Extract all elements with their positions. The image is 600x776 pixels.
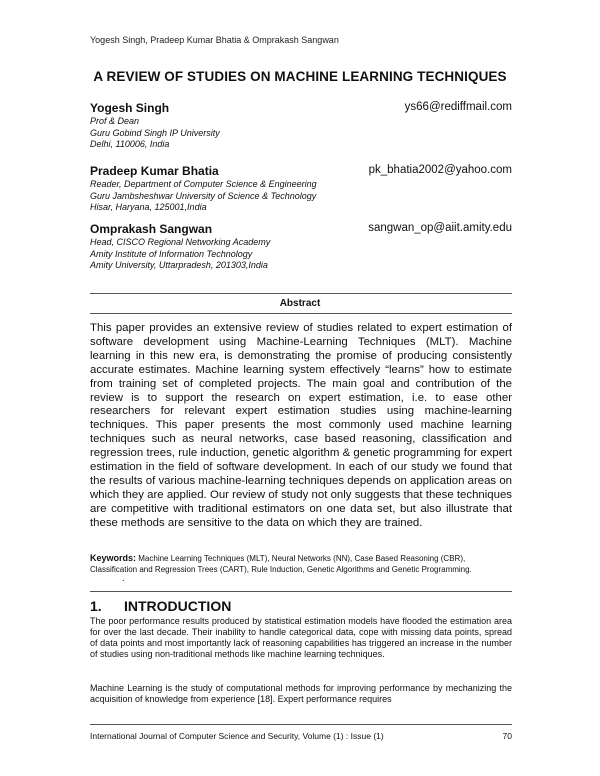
- author-name: Pradeep Kumar Bhatia: [90, 164, 219, 178]
- author-block: [90, 101, 512, 151]
- paper-title: A REVIEW OF STUDIES ON MACHINE LEARNING TECHNIQUES: [93, 69, 507, 84]
- affiliation-line: Head, CISCO Regional Networking Academy: [90, 237, 271, 247]
- author-block: [90, 164, 512, 214]
- page-number: 70: [502, 731, 512, 741]
- affiliation-line: Delhi, 110006, India: [90, 139, 170, 150]
- affiliation-line: Prof & Dean: [90, 116, 140, 126]
- author-block: [90, 222, 512, 272]
- abstract-text: This paper provides an extensive review of studies related to expert estimation of software development using Machine-Learning Techniques (MLT). Machine learning in this new era, is demonstrating the promise of producing consistently accurate estimates. Machine learning system effectively “learns” how to estimate from training set of completed projects. The main goal and contribution of the review is to support the research on expert estimation, i.e. to ease other researchers for relevant expert estimation studies using machine-learning techniques. This paper presents the most commonly used machine learning techniques such as neural networks, case based reasoning, classification and regression trees, rule induction, genetic algorithm & genetic programming for expert estimation in the field of software development. In each of our study we found that the results of various machine-learning techniques depends on application areas on which they are applied. Our review of study not only suggests that these techniques are competitive with traditional estimators on one data set, but also illustrate that these methods are sensitive to the data on which they are trained.: [90, 322, 512, 529]
- affiliation-line: Guru Jambsheshwar University of Science & Technology: [90, 190, 317, 201]
- section-heading: [90, 598, 231, 614]
- section-number: 1.: [90, 598, 102, 614]
- affiliation-line: Amity University, Uttarpradesh, 201303,India: [90, 260, 268, 271]
- footer-rule: [90, 724, 512, 725]
- author-name: Yogesh Singh: [90, 101, 170, 115]
- intro-paragraph: Machine Learning is the study of computational methods for improving performance by mechanizing the acquisition of knowledge from experience [18]. Expert performance requires: [90, 683, 512, 704]
- abstract-top-rule: [90, 293, 512, 294]
- footer: [90, 731, 512, 741]
- abstract-heading-rule: [90, 313, 512, 314]
- affiliation-line: Hisar, Haryana, 125001,India: [90, 202, 207, 213]
- intro-paragraph: The poor performance results produced by statistical estimation models have flooded the estimation area for over the last decade. Their inability to handle categorical data, cope with missing data points, spread of data points and most importantly lack of reasoning capabilities has triggered an increase in the number of studies using non-traditional methods like machine learning techniques.: [90, 616, 512, 659]
- section-title: INTRODUCTION: [124, 598, 232, 614]
- keywords: [90, 553, 512, 575]
- author-affiliation: [90, 116, 512, 151]
- journal-citation: International Journal of Computer Science and Security, Volume (1) : Issue (1): [90, 731, 384, 741]
- affiliation-line: Amity Institute of Information Technology: [90, 248, 253, 259]
- author-name: Omprakash Sangwan: [90, 222, 213, 236]
- abstract-heading: Abstract: [279, 298, 321, 309]
- author-email: sangwan_op@aiit.amity.edu: [368, 222, 512, 234]
- author-email: ys66@rediffmail.com: [404, 101, 512, 113]
- affiliation-line: Guru Gobind Singh IP University: [90, 127, 220, 138]
- author-affiliation: [90, 179, 512, 214]
- running-head: Yogesh Singh, Pradeep Kumar Bhatia & Omprakash Sangwan: [90, 35, 339, 45]
- section-rule: [90, 591, 512, 592]
- author-email: pk_bhatia2002@yahoo.com: [368, 164, 512, 176]
- affiliation-line: Reader, Department of Computer Science & Engineering: [90, 179, 317, 189]
- stray-dot: .: [122, 573, 125, 583]
- author-affiliation: [90, 237, 512, 272]
- keywords-label: Keywords:: [90, 553, 137, 563]
- keywords-text: Machine Learning Techniques (MLT), Neural Networks (NN), Case Based Reasoning (CBR), Classification and Regression Trees (CART), Rule Induction, Genetic Algorithms and Genetic Programming.: [90, 554, 472, 574]
